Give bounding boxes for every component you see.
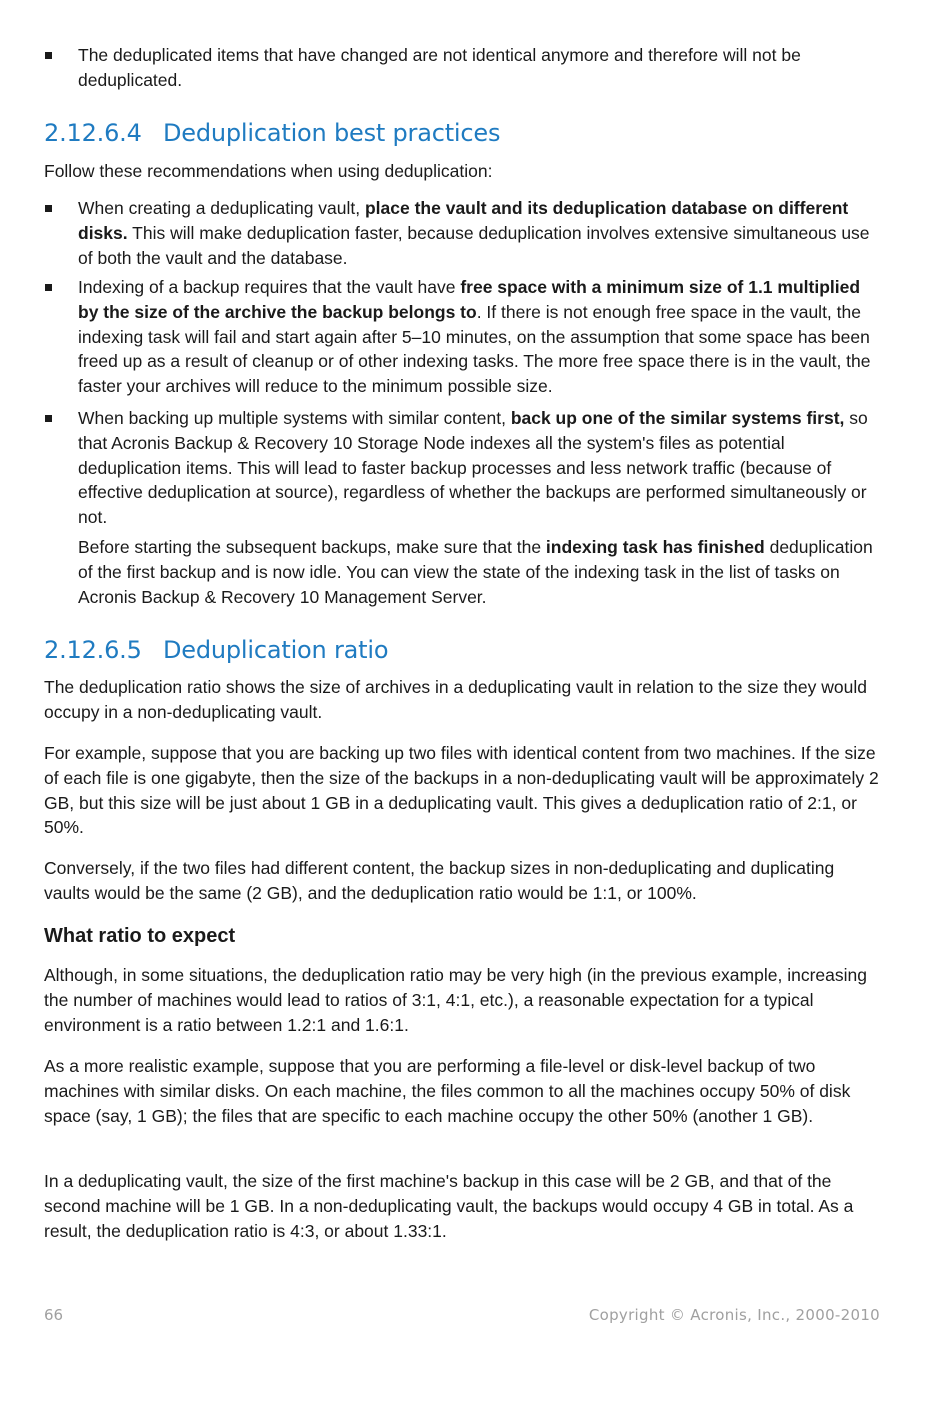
bullet-icon xyxy=(45,415,52,422)
page-number: 66 xyxy=(44,1306,64,1324)
list-item xyxy=(44,275,884,399)
section-number: 2.12.6.4 xyxy=(44,119,142,147)
section-lead: Follow these recommendations when using deduplication: xyxy=(44,161,493,181)
intro-bullet-text: The deduplicated items that have changed are not identical anymore and therefore will not be deduplicated. xyxy=(78,45,801,90)
bullet-text-pre: Indexing of a backup requires that the vault have xyxy=(78,277,461,297)
bullet-icon xyxy=(45,52,52,59)
bullet-note xyxy=(44,535,884,609)
section-heading-best-practices xyxy=(44,118,884,148)
paragraph: Conversely, if the two files had different content, the backup sizes in non-deduplicating and duplicating vaults would be the same (2 GB), and the deduplication ratio would be 1:1, or 100%. xyxy=(44,858,835,903)
section-title: Deduplication best practices xyxy=(163,119,501,147)
bullet-icon xyxy=(45,284,52,291)
note-text-bold: indexing task has finished xyxy=(545,537,765,557)
section-number: 2.12.6.5 xyxy=(44,636,142,664)
bullet-text-pre: When creating a deduplicating vault, xyxy=(78,198,365,218)
paragraph: The deduplication ratio shows the size of archives in a deduplicating vault in relation to the size they would occupy in a non-deduplicating vault. xyxy=(44,677,867,722)
list-item xyxy=(44,43,888,93)
section-heading-ratio xyxy=(44,635,884,665)
bullet-text-post: This will make deduplication faster, because deduplication involves extensive simultaneous use of both the vault and the database. xyxy=(78,222,870,268)
paragraph: As a more realistic example, suppose that you are performing a file-level or disk-level backup of two machines with similar disks. On each machine, the files common to all the machines occupy 50% of disk space (say, 1 GB); the files that are specific to each machine occupy the other 50% (another 1 GB). xyxy=(44,1056,851,1126)
note-text-pre: Before starting the subsequent backups, make sure that the xyxy=(78,537,546,557)
paragraph: Although, in some situations, the deduplication ratio may be very high (in the previous example, increasing the number of machines would lead to ratios of 3:1, 4:1, etc.), a reasonable expectation for a typical environment is a ratio between 1.2:1 and 1.6:1. xyxy=(44,965,867,1035)
section-title: Deduplication ratio xyxy=(163,636,389,664)
bullet-text-bold: place the vault and its deduplication database on different disks. xyxy=(78,198,849,243)
paragraph: In a deduplicating vault, the size of the first machine's backup in this case will be 2 GB, and that of the second machine will be 1 GB. In a non-deduplicating vault, the backups would occupy 4 GB in total. As a result, the deduplication ratio is 4:3, or about 1.33:1. xyxy=(44,1171,854,1241)
bullet-text-bold: back up one of the similar systems first, xyxy=(510,408,845,428)
copyright-notice: Copyright © Acronis, Inc., 2000-2010 xyxy=(588,1306,880,1324)
list-item xyxy=(44,406,884,530)
subheading: What ratio to expect xyxy=(44,925,236,947)
list-item xyxy=(44,196,884,270)
paragraph: For example, suppose that you are backing up two files with identical content from two machines. If the size of each file is one gigabyte, then the size of the backups in a non-deduplicating vault will be approximately 2 GB, but this size will be just about 1 GB in a deduplicating vault. This gives a deduplication ratio of 2:1, or 50%. xyxy=(44,743,879,838)
note-text-post: deduplication of the first backup and is now idle. You can view the state of the indexing task in the list of tasks on Acronis Backup & Recovery 10 Management Server. xyxy=(78,537,873,607)
bullet-icon xyxy=(45,205,52,212)
bullet-text-bold: free space with a minimum size of 1.1 multiplied by the size of the archive the backup belongs to xyxy=(78,277,861,322)
bullet-text-post: . If there is not enough free space in the vault, the indexing task will fail and start again after 5–10 minutes, on the assumption that some space has been freed up as a result of cleanup or of other indexing tasks. The more free space there is in the vault, the faster your archives will reduce to the minimum possible size. xyxy=(78,301,871,397)
bullet-text-post: so that Acronis Backup & Recovery 10 Storage Node indexes all the system's files as potential deduplication items. This will lead to faster backup processes and less network traffic (because of effective deduplication at source), regardless of whether the backups are performed simultaneously or not. xyxy=(78,408,868,528)
bullet-text-pre: When backing up multiple systems with similar content, xyxy=(78,408,511,428)
page-footer xyxy=(44,1306,880,1324)
